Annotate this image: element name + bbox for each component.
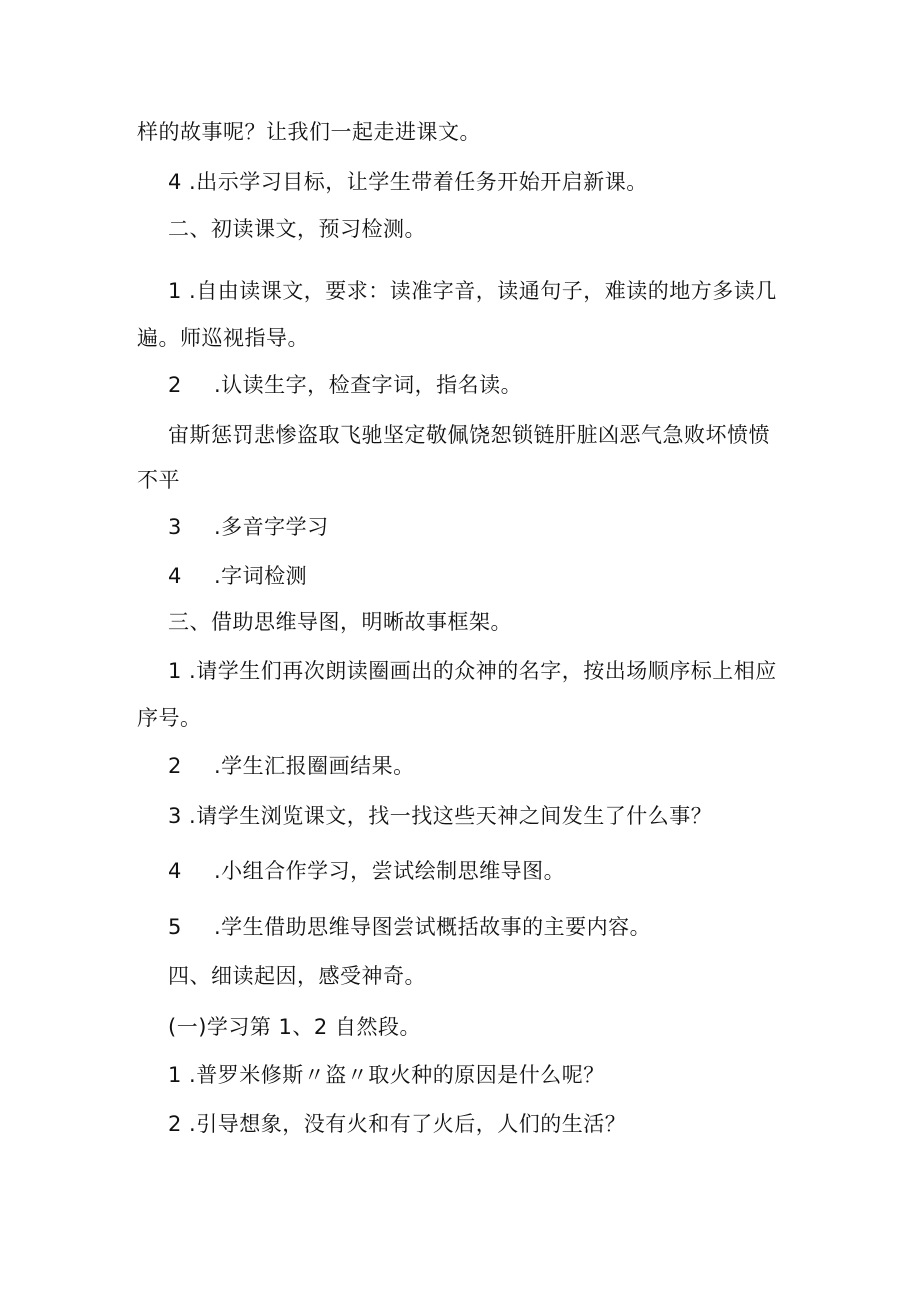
paragraph-line: 1 .自由读课文，要求：读准字音，读通句子，难读的地方多读几 xyxy=(168,279,777,303)
section-heading: 三、借助思维导图，明晰故事框架。 xyxy=(168,610,512,634)
paragraph-line: 4 .出示学习目标，让学生带着任务开始开启新课。 xyxy=(168,170,648,194)
paragraph-line: 序号。 xyxy=(137,706,202,730)
paragraph-line: 2 .引导想象，没有火和有了火后，人们的生活？ xyxy=(168,1112,627,1136)
paragraph-line: 样的故事呢？让我们一起走进课文。 xyxy=(137,120,481,144)
list-number: 4 xyxy=(168,859,182,883)
paragraph-line: 1 .请学生们再次朗读圈画出的众神的名字，按出场顺序标上相应 xyxy=(168,659,777,683)
paragraph-line: .字词检测 xyxy=(214,564,308,588)
list-number: 5 xyxy=(168,915,182,939)
paragraph-line: .学生借助思维导图尝试概括故事的主要内容。 xyxy=(214,915,652,939)
section-heading: 二、初读课文，预习检测。 xyxy=(168,217,426,241)
subsection-heading: (一)学习第 1、2 自然段。 xyxy=(168,1015,421,1039)
section-heading: 四、细读起因，感受神奇。 xyxy=(168,964,426,988)
vocabulary-line: 宙斯惩罚悲惨盗取飞驰坚定敬佩饶恕锁链肝脏凶恶气急败坏愤愤 xyxy=(168,423,770,447)
vocabulary-line: 不平 xyxy=(137,468,180,492)
paragraph-line: .学生汇报圈画结果。 xyxy=(214,754,415,778)
paragraph-line: .认读生字，检查字词，指名读。 xyxy=(214,373,523,397)
paragraph-line: 遍。师巡视指导。 xyxy=(137,326,309,350)
list-number: 2 xyxy=(168,754,182,778)
paragraph-line: 3 .请学生浏览课文，找一找这些天神之间发生了什么事？ xyxy=(168,804,713,828)
paragraph-line: 1 .普罗米修斯〃盗〃取火种的原因是什么呢？ xyxy=(168,1063,605,1087)
list-number: 2 xyxy=(168,373,182,397)
paragraph-line: .多音字学习 xyxy=(214,515,329,539)
paragraph-line: .小组合作学习，尝试绘制思维导图。 xyxy=(214,859,566,883)
list-number: 3 xyxy=(168,515,182,539)
list-number: 4 xyxy=(168,564,182,588)
